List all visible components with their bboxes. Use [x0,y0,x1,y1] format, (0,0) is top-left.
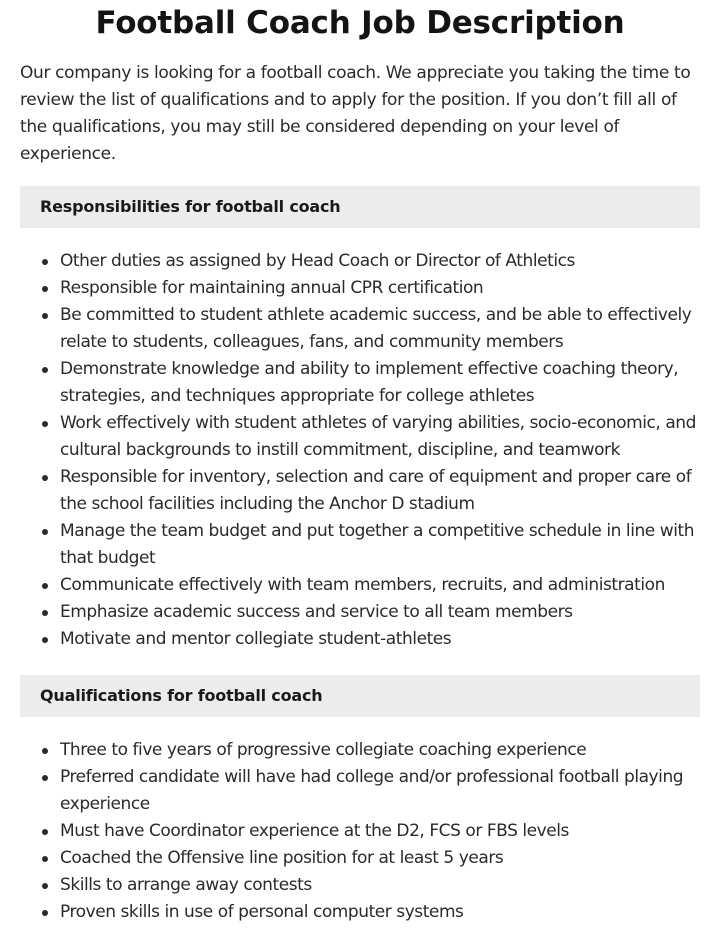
list-item-text: Must have Coordinator experience at the D2, FCS or FBS levels [60,821,569,841]
list-item-text: Responsible for inventory, selection and care of equipment and proper care of the school facilities including the Anchor D stadium [60,467,692,514]
bullet-icon [42,775,48,781]
qualifications-heading: Qualifications for football coach [20,675,700,717]
bullet-icon [42,259,48,265]
list-item-text: Responsible for maintaining annual CPR certification [60,278,484,298]
list-item [20,626,700,653]
list-item [20,518,700,572]
list-item-text: Work effectively with student athletes of varying abilities, socio-economic, and cultural backgrounds to instill commitment, discipline, and teamwork [60,413,696,460]
bullet-icon [42,829,48,835]
list-item [20,248,700,275]
list-item [20,872,700,899]
bullet-icon [42,529,48,535]
bullet-icon [42,856,48,862]
qualifications-list [20,737,700,926]
list-item-text: Emphasize academic success and service to all team members [60,602,573,622]
list-item-text: Preferred candidate will have had college and/or professional football playing experience [60,767,684,814]
list-item [20,737,700,764]
responsibilities-list [20,248,700,653]
list-item [20,410,700,464]
list-item-text: Three to five years of progressive collegiate coaching experience [60,740,587,760]
list-item [20,845,700,872]
list-item-text: Skills to arrange away contests [60,875,312,895]
bullet-icon [42,583,48,589]
page-title: Football Coach Job Description [95,5,625,41]
list-item-text: Manage the team budget and put together a competitive schedule in line with that budget [60,521,695,568]
list-item-text: Proven skills in use of personal computer systems [60,902,464,922]
bullet-icon [42,475,48,481]
list-item-text: Be committed to student athlete academic success, and be able to effectively relate to students, colleagues, fans, and community members [60,305,692,352]
list-item-text: Demonstrate knowledge and ability to implement effective coaching theory, strategies, and techniques appropriate for college athletes [60,359,679,406]
list-item [20,464,700,518]
list-item [20,356,700,410]
list-item [20,275,700,302]
list-item [20,302,700,356]
bullet-icon [42,610,48,616]
bullet-icon [42,637,48,643]
list-item [20,818,700,845]
list-item-text: Communicate effectively with team members, recruits, and administration [60,575,665,595]
bullet-icon [42,910,48,916]
bullet-icon [42,367,48,373]
bullet-icon [42,421,48,427]
list-item-text: Coached the Offensive line position for at least 5 years [60,848,504,868]
bullet-icon [42,883,48,889]
list-item [20,899,700,926]
list-item [20,599,700,626]
list-item [20,764,700,818]
list-item [20,572,700,599]
intro-paragraph: Our company is looking for a football coach. We appreciate you taking the time to review the list of qualifications and to apply for the position. If you don’t fill all of the qualifications, you may still be considered depending on your level of experience. [20,63,691,164]
bullet-icon [42,313,48,319]
responsibilities-heading: Responsibilities for football coach [20,186,700,228]
bullet-icon [42,286,48,292]
bullet-icon [42,748,48,754]
list-item-text: Other duties as assigned by Head Coach or Director of Athletics [60,251,575,271]
list-item-text: Motivate and mentor collegiate student-athletes [60,629,452,649]
